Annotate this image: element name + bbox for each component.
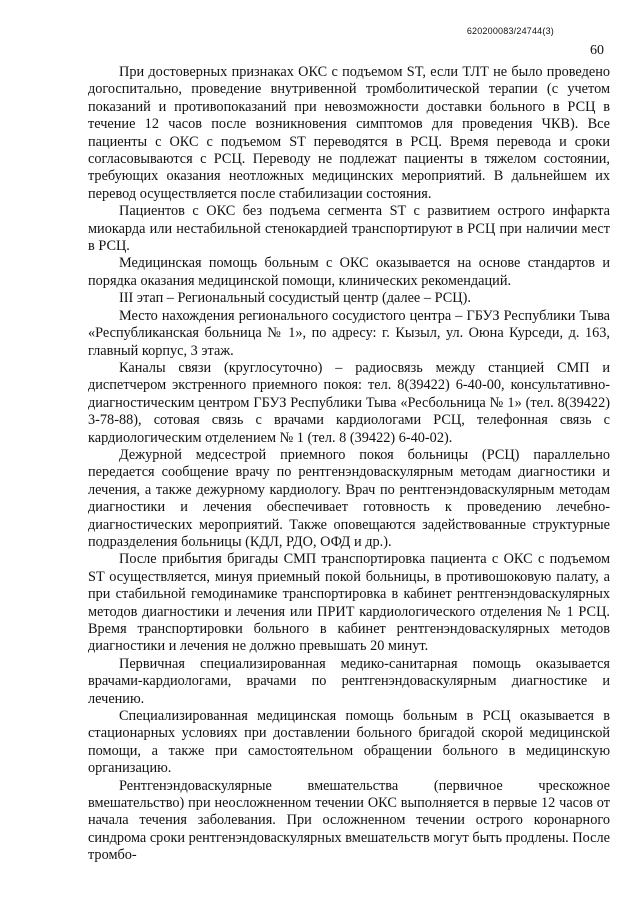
- page-number: 60: [590, 43, 604, 58]
- paragraph: Каналы связи (круглосуточно) – радиосвязь между станцией СМП и диспетчером экстренного приемного покоя: тел. 8(39422) 6-40-00, консультативно-диагностическим центром ГБУЗ Республики Тыва «Ресбольница № 1» (тел. 8(39422) 3-78-88), сотовая связь с врачами кардиологами РСЦ, телефонная связь с кардиологическим отделением № 1 (тел. 8 (39422) 6-40-02).: [88, 359, 610, 446]
- paragraph: После прибытия бригады СМП транспортировка пациента с ОКС с подъемом ST осуществляется, минуя приемный покой больницы, в противошоковую палату, а при стабильной гемодинамике транспортировка в кабинет рентгенэндоваскулярных методов диагностики и лечения или ПРИТ кардиологического отделения № 1 РСЦ. Время транспортировки больного в кабинет рентгенэндоваскулярных методов диагностики и лечения не должно превышать 20 минут.: [88, 551, 610, 655]
- paragraph: Первичная специализированная медико-санитарная помощь оказывается врачами-кардиологами, врачами по рентгенэндоваскулярным диагностике и лечению.: [88, 655, 610, 707]
- paragraph: Медицинская помощь больным с ОКС оказывается на основе стандартов и порядка оказания медицинской помощи, клинических рекомендаций.: [88, 255, 610, 289]
- paragraph: Дежурной медсестрой приемного покоя больницы (РСЦ) параллельно передается сообщение врачу по рентгенэндоваскулярным методам диагностики и лечения, а также дежурному кардиологу. Врач по рентгенэндоваскулярным методам диагностики и лечения обеспечивает готовность к проведению лечебно-диагностических мероприятий. Также оповещаются задействованные структурные подразделения больницы (КДЛ, РДО, ОФД и др.).: [88, 446, 610, 550]
- paragraph: III этап – Региональный сосудистый центр (далее – РСЦ).: [119, 290, 471, 307]
- paragraph: Пациентов с ОКС без подъема сегмента ST с развитием острого инфаркта миокарда или нестабильной стенокардией транспортируют в РСЦ при наличии мест в РСЦ.: [88, 203, 610, 255]
- document-body: [88, 64, 610, 865]
- paragraph: Место нахождения регионального сосудистого центра – ГБУЗ Республики Тыва «Республиканская больница № 1», по адресу: г. Кызыл, ул. Оюна Курседи, д. 163, главный корпус, 3 этаж.: [88, 307, 610, 359]
- paragraph: При достоверных признаках ОКС с подъемом ST, если ТЛТ не было проведено догоспитально, проведение внутривенной тромболитической терапии (с учетом показаний и противопоказаний при невозможности доставки больного в РСЦ в течение 12 часов после возникновения симптомов для проведения ЧКВ). Все пациенты с ОКС с подъемом ST переводятся в РСЦ. Время перевода и сроки согласовываются с РСЦ. Переводу не подлежат пациенты в тяжелом состоянии, требующих оказания неотложных медицинских мероприятий. В дальнейшем их перевод осуществляется после стабилизации состояния.: [88, 64, 610, 202]
- document-id: 620200083/24744(3): [466, 26, 554, 36]
- paragraph: Рентгенэндоваскулярные вмешательства (первичное чрескожное вмешательство) при неосложненном течении ОКС выполняется в первые 12 часов от начала течения заболевания. При осложненном течении острого коронарного синдрома сроки рентгенэндоваскулярных вмешательств могут быть продлены. После тромбо-: [88, 777, 610, 864]
- paragraph: Специализированная медицинская помощь больным в РСЦ оказывается в стационарных условиях при доставлении больного бригадой скорой медицинской помощи, а также при самостоятельном обращении больного в медицинскую организацию.: [88, 708, 610, 777]
